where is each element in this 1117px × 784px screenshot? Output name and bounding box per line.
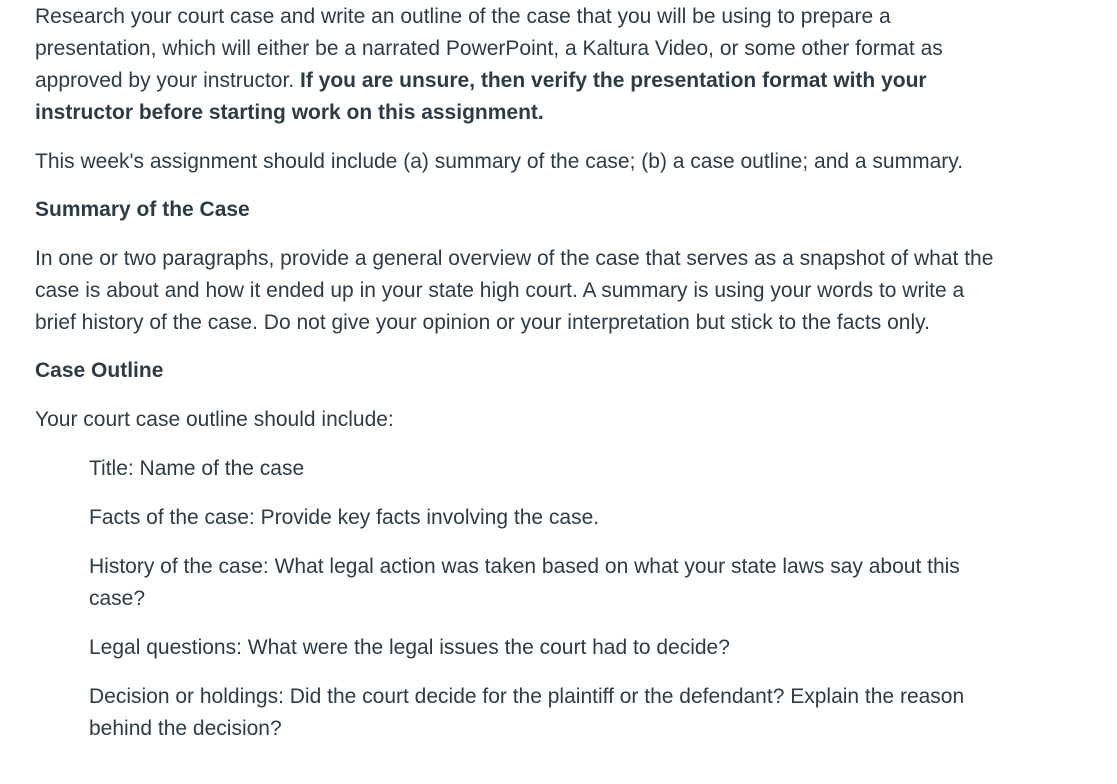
outline-item-history: History of the case: What legal action was taken based on what your state laws say about this case? bbox=[89, 555, 960, 610]
outline-lead: Your court case outline should include: bbox=[35, 408, 394, 431]
outline-item-legal-questions: Legal questions: What were the legal issues the court had to decide? bbox=[89, 636, 730, 659]
outline-item-title: Title: Name of the case bbox=[89, 457, 305, 480]
case-outline-heading: Case Outline bbox=[35, 359, 164, 382]
outline-list bbox=[89, 453, 989, 745]
intro-bold-note: If you are unsure, then verify the presentation format with your instructor before starting work on this assignment. bbox=[35, 69, 927, 124]
outline-item-facts: Facts of the case: Provide key facts involving the case. bbox=[89, 506, 600, 529]
intro-paragraph bbox=[35, 1, 995, 129]
assignment-scope-paragraph: This week's assignment should include (a) summary of the case; (b) a case outline; and a summary. bbox=[35, 150, 964, 173]
summary-paragraph: In one or two paragraphs, provide a general overview of the case that serves as a snapshot of what the case is about and how it ended up in your state high court. A summary is using your words to write a brief history of the case. Do not give your opinion or your interpretation but stick to the facts only. bbox=[35, 247, 994, 334]
outline-item-decision: Decision or holdings: Did the court decide for the plaintiff or the defendant? Explain the reason behind the decision? bbox=[89, 685, 965, 740]
intro-text: Research your court case and write an outline of the case that you will be using to prepare a presentation, which will either be a narrated PowerPoint, a Kaltura Video, or some other format as approved by your instructor. bbox=[35, 5, 943, 92]
summary-heading: Summary of the Case bbox=[35, 198, 250, 221]
